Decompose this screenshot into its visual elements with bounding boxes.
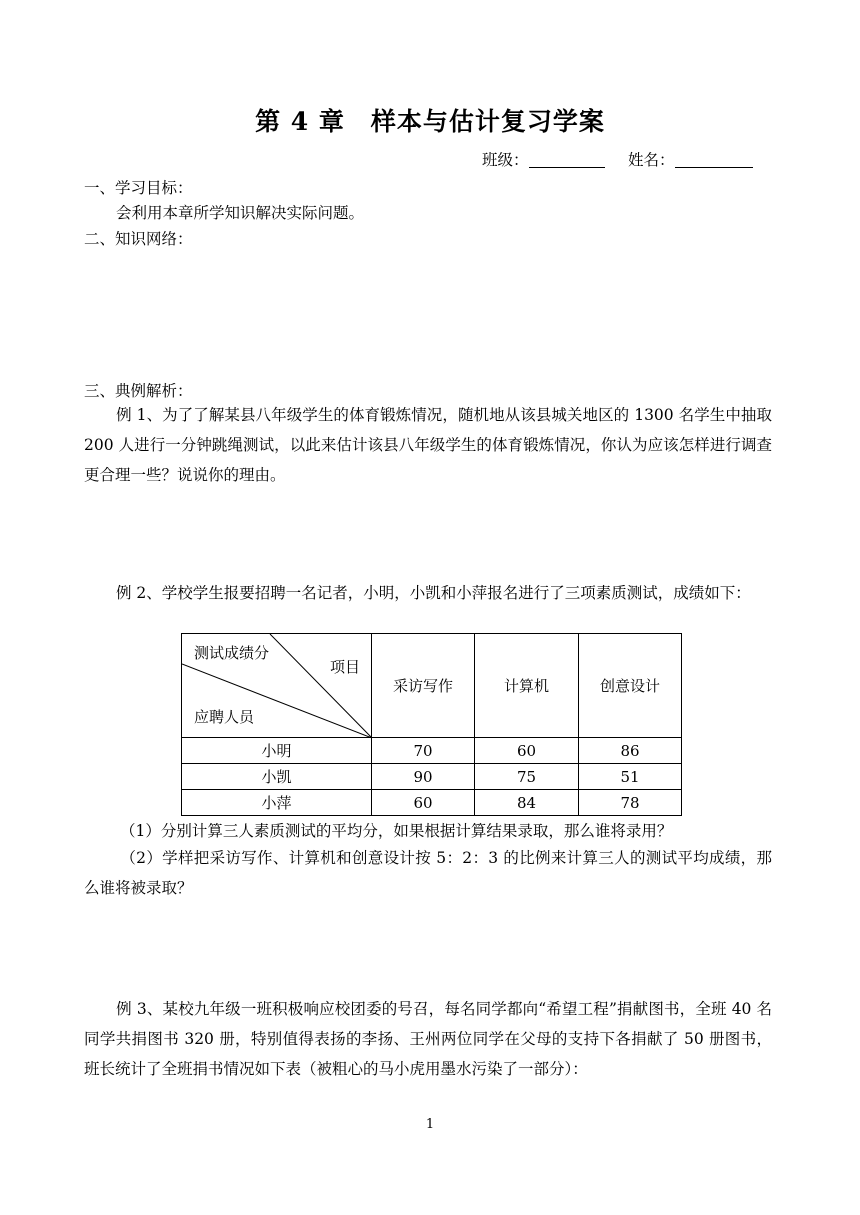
score-cell: 84 <box>475 790 579 816</box>
score-cell: 60 <box>475 738 579 764</box>
class-field <box>482 150 605 170</box>
score-cell: 90 <box>372 764 475 790</box>
table-header-cell: 计算机 <box>475 634 579 738</box>
corner-label-item: 项目 <box>330 658 361 676</box>
table-row <box>182 790 682 816</box>
applicant-name: 小明 <box>182 738 372 764</box>
corner-label-applicant: 应聘人员 <box>194 708 255 726</box>
score-cell: 78 <box>579 790 682 816</box>
example-2-text: 例 2、学校学生报要招聘一名记者，小明，小凯和小萍报名进行了三项素质测试，成绩如下： <box>116 584 751 602</box>
score-cell: 51 <box>579 764 682 790</box>
applicant-name: 小萍 <box>182 790 372 816</box>
examples-heading: 三、典例解析： <box>84 382 193 400</box>
example-1 <box>84 400 772 490</box>
score-cell: 86 <box>579 738 682 764</box>
goals-heading: 一、学习目标： <box>84 179 193 197</box>
example-3 <box>84 994 772 1084</box>
page-title: 第 4 章 样本与估计复习学案 <box>255 107 605 136</box>
score-cell: 70 <box>372 738 475 764</box>
table-header-cell: 创意设计 <box>579 634 682 738</box>
name-field <box>628 150 753 170</box>
network-heading: 二、知识网络： <box>84 230 193 248</box>
table-corner-cell <box>182 634 372 738</box>
score-cell: 75 <box>475 764 579 790</box>
table-header-row <box>182 634 682 738</box>
example-3-text: 例 3、某校九年级一班积极响应校团委的号召，每名同学都向“希望工程”捐献图书，全班 40 名同学共捐图书 320 册，特别值得表扬的李扬、王州两位同学在父母的支持下各捐献了 50 册图书，班长统计了全班捐书情况如下表（被粗心的马小虎用墨水污染了一部分）： <box>84 1000 772 1078</box>
table-row <box>182 764 682 790</box>
class-blank <box>529 151 605 168</box>
applicant-name: 小凯 <box>182 764 372 790</box>
example-2 <box>84 578 772 608</box>
question-2-text: （2）学样把采访写作、计算机和创意设计按 5：2：3 的比例来计算三人的测试平均成绩，那么谁将被录取？ <box>84 849 772 897</box>
class-label: 班级： <box>482 151 529 169</box>
question-2 <box>84 843 772 903</box>
page-number: 1 <box>425 1117 435 1132</box>
goals-text: 会利用本章所学知识解决实际问题。 <box>116 204 365 222</box>
score-table <box>181 633 682 816</box>
name-blank <box>675 151 753 168</box>
score-cell: 60 <box>372 790 475 816</box>
question-1 <box>84 816 772 846</box>
table-header-cell: 采访写作 <box>372 634 475 738</box>
corner-label-score: 测试成绩分 <box>194 644 270 662</box>
example-1-text: 例 1、为了了解某县八年级学生的体育锻炼情况，随机地从该县城关地区的 1300 名学生中抽取 200 人进行一分钟跳绳测试，以此来估计该县八年级学生的体育锻炼情况，你认为应该怎样进行调查更合理一些？说说你的理由。 <box>84 406 772 484</box>
table-row <box>182 738 682 764</box>
question-1-text: （1）分别计算三人素质测试的平均分，如果根据计算结果录取，那么谁将录用？ <box>120 822 673 840</box>
name-label: 姓名： <box>628 151 675 169</box>
